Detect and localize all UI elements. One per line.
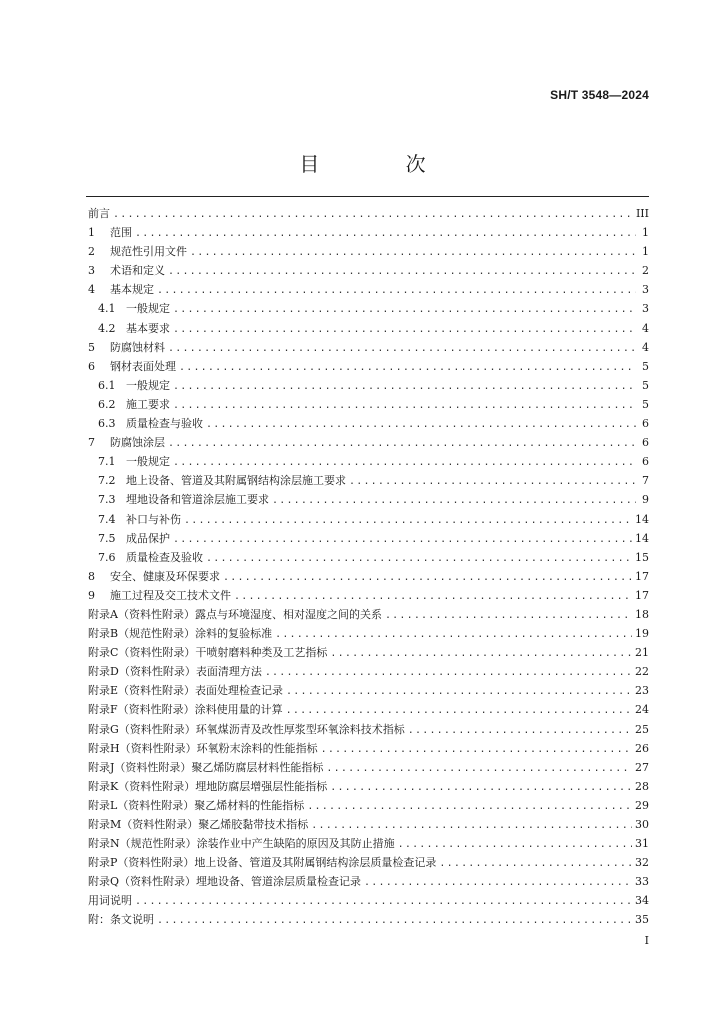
toc-entry[interactable] [88, 815, 649, 834]
toc-leader [113, 205, 633, 224]
toc-page: 3 [642, 283, 649, 297]
toc-page: 6 [642, 417, 649, 431]
toc-leader [321, 740, 632, 759]
toc-leader [311, 816, 632, 835]
toc-page: 5 [642, 359, 649, 373]
toc-text: 基本规定 [110, 283, 154, 297]
toc-entry[interactable] [88, 872, 649, 891]
toc-page: 27 [635, 760, 649, 774]
toc-text: 补口与补伤 [126, 512, 181, 526]
toc-page: 28 [635, 779, 649, 793]
toc-entry[interactable] [88, 891, 649, 910]
toc-entry[interactable] [88, 739, 649, 758]
toc-text: 附录P（资料性附录）地上设备、管道及其附属钢结构涂层质量检查记录 [88, 856, 437, 870]
toc-number: 6.1 [98, 378, 116, 392]
toc-number: 2 [88, 245, 95, 259]
toc-entry[interactable] [88, 395, 649, 414]
toc-entry[interactable] [88, 853, 649, 872]
toc-entry[interactable] [88, 681, 649, 700]
toc-text: 附录A（资料性附录）露点与环境湿度、相对湿度之间的关系 [88, 607, 382, 621]
toc-page: 22 [635, 665, 649, 679]
toc-entry[interactable] [88, 529, 649, 548]
toc-text: 钢材表面处理 [110, 359, 176, 373]
toc-entry[interactable] [88, 299, 649, 318]
toc-leader [168, 434, 636, 453]
toc-page: 5 [642, 378, 649, 392]
standard-code: SH/T 3548—2024 [550, 88, 649, 102]
toc-page: 21 [635, 646, 649, 660]
toc-leader [168, 339, 636, 358]
toc-leader [190, 243, 636, 262]
toc-leader [275, 625, 632, 644]
toc-page: 30 [635, 818, 649, 831]
toc-page: 26 [635, 741, 649, 755]
toc-text: 质量检查及验收 [126, 550, 203, 564]
toc-entry[interactable] [88, 414, 649, 433]
toc-text: 附录M（资料性附录）聚乙烯胶黏带技术指标 [88, 818, 309, 831]
page-title: 目 次 [299, 152, 466, 176]
toc-page: 32 [635, 856, 649, 870]
toc-entry[interactable] [88, 605, 649, 624]
toc-page: 1 [642, 226, 649, 240]
toc-text: 术语和定义 [110, 264, 165, 278]
toc-text: 防腐蚀涂层 [110, 436, 165, 450]
toc-text: 埋地设备和管道涂层施工要求 [126, 493, 269, 507]
toc-entry[interactable] [88, 338, 649, 357]
toc-leader [330, 644, 632, 663]
toc-text: 范围 [110, 226, 132, 240]
toc-page: 31 [635, 837, 649, 851]
toc-entry[interactable] [88, 624, 649, 643]
toc-entry[interactable] [88, 643, 649, 662]
toc-leader [206, 415, 636, 434]
toc-page: 19 [635, 627, 649, 641]
toc-text: 附录J（资料性附录）聚乙烯防腐层材料性能指标 [88, 760, 324, 774]
toc-text: 成品保护 [126, 531, 170, 545]
toc-number: 7.6 [98, 550, 116, 564]
toc-text: 基本要求 [126, 321, 170, 335]
toc-text: 附：条文说明 [88, 913, 154, 927]
toc-page: 14 [635, 512, 649, 526]
toc-entry[interactable] [88, 510, 649, 529]
toc-entry[interactable] [88, 834, 649, 853]
toc-number: 4 [88, 283, 95, 297]
toc-page: 1 [642, 245, 649, 259]
toc-text: 前言 [88, 207, 110, 220]
toc-text: 施工过程及交工技术文件 [110, 588, 231, 602]
toc-text: 附录H（资料性附录）环氧粉末涂料的性能指标 [88, 741, 318, 755]
toc-number: 9 [88, 588, 95, 602]
toc-entry[interactable] [88, 357, 649, 376]
toc-text: 规范性引用文件 [110, 245, 187, 259]
toc-text: 附录F（资料性附录）涂料使用量的计算 [88, 703, 283, 717]
toc-text: 防腐蚀材料 [110, 340, 165, 354]
toc-leader [173, 396, 636, 415]
toc-number: 7 [88, 436, 95, 450]
toc-leader [286, 701, 632, 720]
toc-number: 7.2 [98, 474, 116, 488]
toc-page: 33 [635, 875, 649, 889]
toc-page: 34 [635, 894, 649, 908]
toc-leader [206, 549, 632, 568]
toc-leader [398, 835, 632, 854]
toc-number: 6.2 [98, 397, 116, 411]
toc-entry[interactable] [88, 376, 649, 395]
toc-number: 5 [88, 340, 95, 354]
toc-entry[interactable] [88, 452, 649, 471]
toc-leader [168, 262, 636, 281]
toc-entry[interactable] [88, 490, 649, 509]
toc-page: 7 [642, 474, 649, 488]
toc-text: 附录K（资料性附录）埋地防腐层增强层性能指标 [88, 779, 328, 793]
toc-text: 一般规定 [126, 378, 170, 392]
toc-entry[interactable] [88, 758, 649, 777]
toc-page: 17 [635, 588, 649, 602]
toc-leader [135, 892, 632, 911]
toc-leader [223, 568, 632, 587]
toc-leader [330, 778, 632, 797]
toc-entry[interactable] [88, 700, 649, 719]
toc-number: 7.3 [98, 493, 116, 507]
toc-text: 附录G（资料性附录）环氧煤沥青及改性厚浆型环氧涂料技术指标 [88, 722, 405, 736]
toc-page: 4 [642, 321, 649, 335]
toc-entry[interactable] [88, 280, 649, 299]
toc-text: 地上设备、管道及其附属钢结构涂层施工要求 [126, 474, 346, 488]
toc-page: 29 [635, 798, 649, 812]
toc-leader [265, 663, 632, 682]
toc-page: 25 [635, 722, 649, 736]
toc-leader [364, 873, 632, 892]
toc-leader [272, 491, 636, 510]
toc-number: 8 [88, 569, 95, 583]
toc-page: 3 [642, 302, 649, 316]
toc-page: 14 [635, 531, 649, 545]
toc-leader [385, 606, 632, 625]
toc-number: 1 [88, 226, 95, 240]
toc-number: 4.1 [98, 302, 116, 316]
toc-leader [157, 281, 636, 300]
toc-leader [173, 320, 636, 339]
toc-page: 23 [635, 684, 649, 698]
toc-page: III [635, 207, 649, 220]
toc-text: 施工要求 [126, 397, 170, 411]
toc-leader [286, 682, 632, 701]
toc-text: 附录D（资料性附录）表面清理方法 [88, 665, 262, 679]
toc-leader [307, 797, 632, 816]
toc-text: 附录L（资料性附录）聚乙烯材料的性能指标 [88, 798, 305, 812]
toc-text: 附录E（资料性附录）表面处理检查记录 [88, 684, 284, 698]
page-number: I [644, 934, 649, 947]
toc-leader [326, 759, 632, 778]
toc-number: 7.5 [98, 531, 116, 545]
toc-number: 6 [88, 359, 95, 373]
toc-number: 7.4 [98, 512, 116, 526]
table-of-contents [88, 204, 649, 930]
toc-text: 附录Q（资料性附录）埋地设备、管道涂层质量检查记录 [88, 875, 362, 889]
toc-leader [173, 377, 636, 396]
toc-entry[interactable] [88, 223, 649, 242]
toc-entry[interactable] [88, 910, 649, 929]
toc-text: 一般规定 [126, 455, 170, 469]
toc-number: 4.2 [98, 321, 116, 335]
toc-entry[interactable] [88, 319, 649, 338]
toc-leader [349, 472, 636, 491]
toc-entry[interactable] [88, 796, 649, 815]
toc-page: 15 [635, 550, 649, 564]
toc-entry[interactable] [88, 204, 649, 223]
toc-entry[interactable] [88, 242, 649, 261]
toc-page: 24 [635, 703, 649, 717]
toc-page: 4 [642, 340, 649, 354]
toc-text: 附录N（规范性附录）涂装作业中产生缺陷的原因及其防止措施 [88, 837, 395, 851]
toc-entry[interactable] [88, 567, 649, 586]
toc-entry[interactable] [88, 720, 649, 739]
toc-leader [157, 911, 632, 930]
toc-page: 6 [642, 455, 649, 469]
toc-leader [408, 721, 632, 740]
toc-entry[interactable] [88, 548, 649, 567]
toc-leader [173, 530, 632, 549]
toc-page: 17 [635, 569, 649, 583]
toc-leader [234, 587, 632, 606]
toc-text: 一般规定 [126, 302, 170, 316]
toc-page: 35 [635, 913, 649, 927]
toc-leader [173, 300, 636, 319]
toc-entry[interactable] [88, 777, 649, 796]
toc-page: 9 [642, 493, 649, 507]
toc-number: 7.1 [98, 455, 116, 469]
toc-page: 18 [635, 607, 649, 621]
toc-text: 附录C（资料性附录）干喷射磨料种类及工艺指标 [88, 646, 328, 660]
toc-page: 6 [642, 436, 649, 450]
toc-leader [135, 224, 636, 243]
toc-page: 5 [642, 397, 649, 411]
toc-leader [179, 358, 636, 377]
toc-leader [173, 453, 636, 472]
toc-entry[interactable] [88, 662, 649, 681]
toc-leader [439, 854, 632, 873]
toc-entry[interactable] [88, 586, 649, 605]
toc-text: 安全、健康及环保要求 [110, 569, 220, 583]
title-divider [86, 196, 649, 197]
toc-page: 2 [642, 264, 649, 278]
toc-entry[interactable] [88, 471, 649, 490]
toc-entry[interactable] [88, 261, 649, 280]
toc-text: 附录B（规范性附录）涂料的复验标准 [88, 627, 273, 641]
toc-number: 3 [88, 264, 95, 278]
toc-text: 质量检查与验收 [126, 417, 203, 431]
toc-entry[interactable] [88, 433, 649, 452]
toc-leader [184, 511, 632, 530]
toc-number: 6.3 [98, 417, 116, 431]
toc-text: 用词说明 [88, 894, 132, 908]
